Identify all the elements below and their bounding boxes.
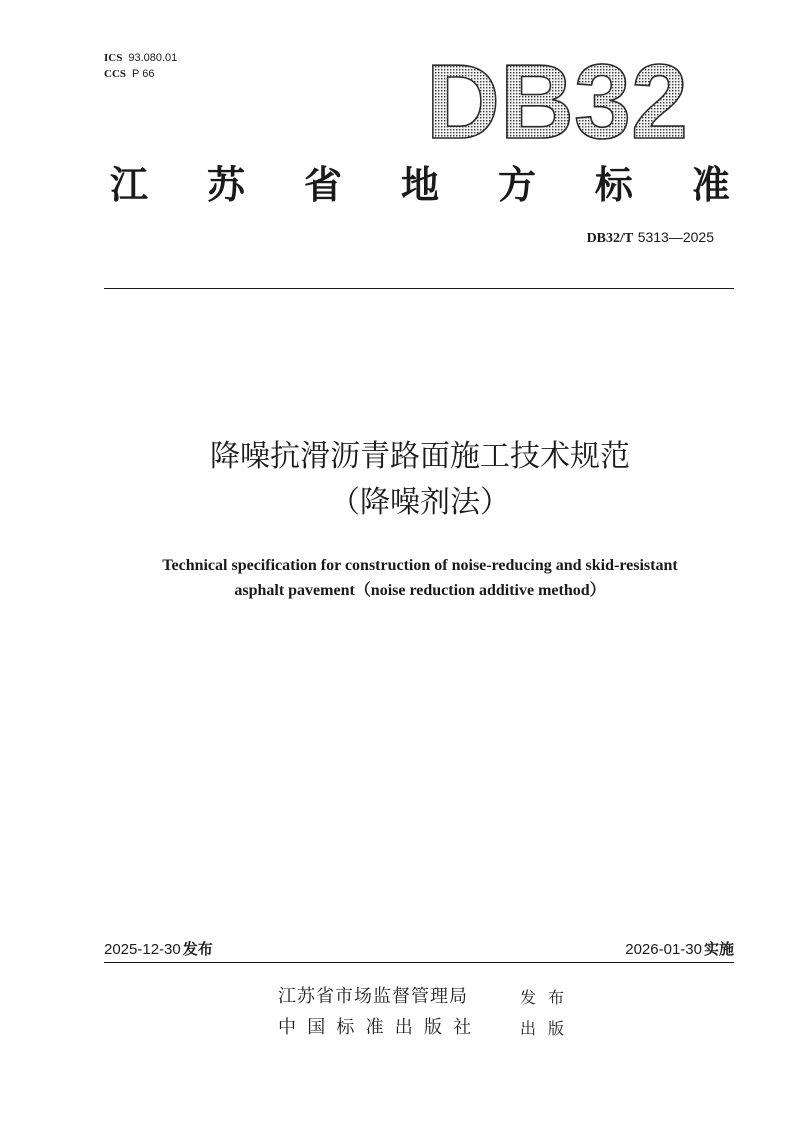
- logo-text: DB32: [426, 48, 688, 148]
- ics-value: 93.080.01: [128, 52, 178, 64]
- heading-char: 方: [497, 163, 536, 207]
- heading-char: 省: [303, 163, 342, 207]
- classification-codes: [104, 50, 177, 82]
- ics-label: ICS: [104, 52, 123, 64]
- standard-number: [587, 228, 714, 248]
- implementation-date: [625, 938, 734, 961]
- heading-char: 地: [400, 163, 439, 207]
- press-name: 中国标准出版社: [278, 1017, 483, 1038]
- heading-char: 准: [691, 163, 730, 207]
- ccs-line: [104, 66, 177, 82]
- issuer-name: 江苏省市场监督管理局: [278, 986, 468, 1007]
- standard-type-heading: [110, 160, 730, 210]
- issue-date-word: 发布: [182, 940, 213, 958]
- top-divider: [104, 288, 734, 289]
- implementation-date-value: 2026-01-30: [625, 941, 702, 958]
- title-chinese-line2: （降噪剂法）: [330, 485, 510, 520]
- standard-number-prefix: DB32/T: [586, 231, 634, 246]
- title-english: [60, 553, 780, 603]
- issue-date: [104, 938, 213, 961]
- title-chinese-line1: 降噪抗滑沥青路面施工技术规范: [210, 439, 630, 474]
- title-english-line2: asphalt pavement（noise reduction additive method）: [234, 582, 606, 599]
- heading-char: 江: [110, 163, 149, 207]
- press-action: 出版: [520, 1019, 577, 1038]
- title-english-line1: Technical specification for construction of noise-reducing and skid-resistant: [162, 557, 678, 574]
- title-chinese: [0, 436, 800, 524]
- issuer-action: 发布: [520, 988, 577, 1007]
- ccs-value: P 66: [132, 68, 155, 80]
- ics-line: [104, 50, 177, 66]
- bottom-divider: [104, 962, 734, 963]
- implementation-date-word: 实施: [703, 940, 734, 958]
- ccs-label: CCS: [104, 68, 127, 80]
- heading-char: 标: [594, 163, 633, 207]
- standard-number-value: 5313—2025: [637, 229, 714, 245]
- heading-char: 苏: [206, 163, 245, 207]
- db32-logo: [420, 48, 690, 148]
- issue-date-value: 2025-12-30: [104, 941, 181, 958]
